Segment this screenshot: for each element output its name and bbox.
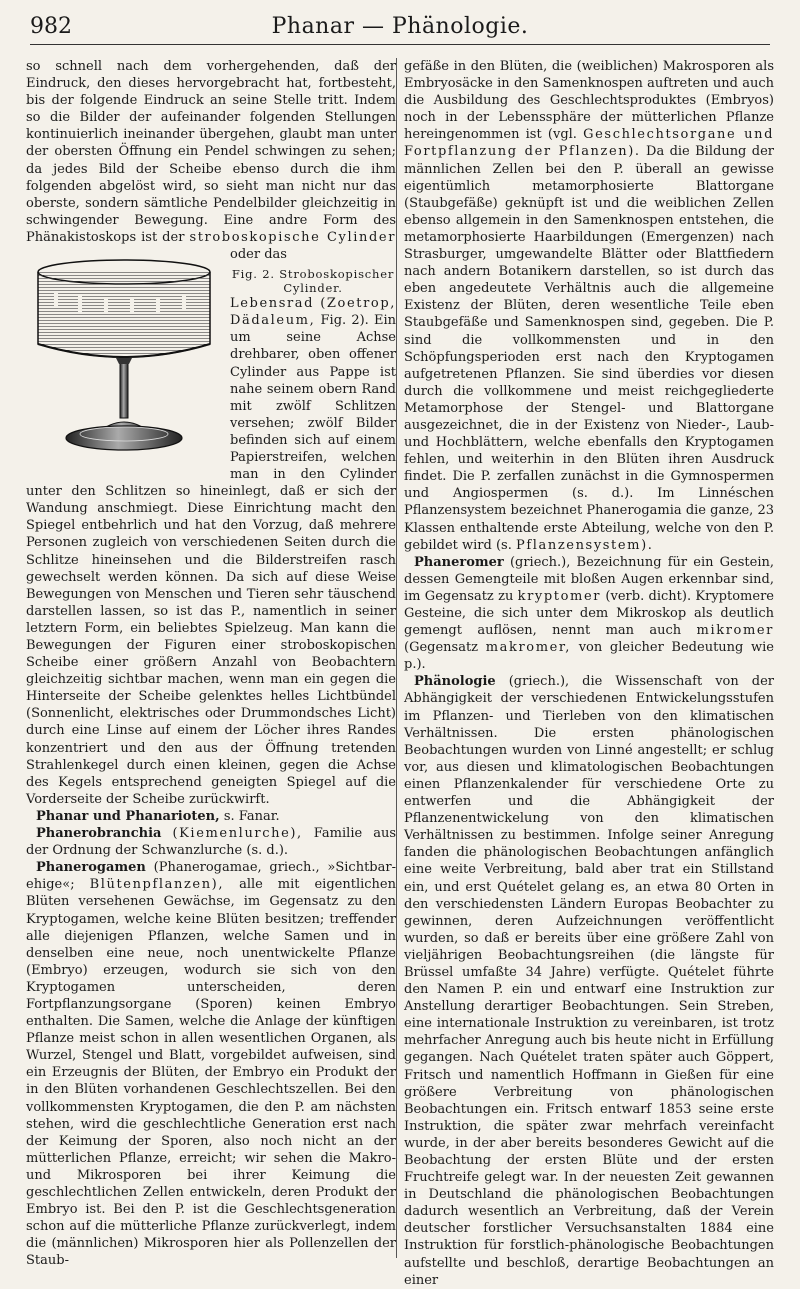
running-title: Phanar — Phänologie. — [271, 14, 529, 39]
text-run: gefäße in den Blüten, die (weiblichen) Makrosporen als Embryosäcke in den Samenknospen auftreten und auch die Ausbildung des Geschlechtsproduktes (Embryos) noch in der Lebenssphäre der mütterlichen Pflanze hereingenommen ist (vgl. — [404, 59, 774, 143]
spaced-term: (Kiemenlurche), — [172, 826, 303, 842]
entry-headword: Phaneromer — [414, 554, 504, 570]
figure — [26, 248, 222, 468]
text-run: so schnell nach dem vorhergehenden, daß der Eindruck, den dieses hervorgebracht hat, fortbesteht, bis der folgende Eindruck an seine Stelle tritt. Indem so die Bilder der aufeinander folgenden Stellungen kontinuierlich ineinander übergehen, glaubt man unter der obersten Öffnung ein Pendel schwingen zu sehen; da jedes Bild der Scheibe ebenso durch die ihm folgenden abgelöst wird, so sieht man nicht nur das oberste, sondern sämtliche Pendelbilder gleichzeitig in schwingender Bewegung. Eine andre Form des Phänakistoskops ist der — [26, 59, 396, 245]
text-run: oder das — [230, 247, 287, 263]
figure-caption: Fig. 2. Stroboskopischer Cylinder. — [231, 267, 395, 296]
text-run: (griech.), Bezeichnung für ein Gestein, dessen Gemengteile mit bloßen Augen erkennbar sind, im Gegensatz zu — [404, 554, 774, 604]
text-run: alle mit eigentlichen Blüten versehenen Gewächse, im Gegensatz zu den Kryptogamen, welche keine Blüten besitzen; treffender alle diejenigen Pflanzen, welche Samen und in denselben eine neue, noch unentwickelte Pflanze (Embryo) erzeugen, wodurch sie sich von den Kryptogamen unterscheiden, deren Fortpflanzungsorgane (Sporen) keinen Embryo enthalten. Die Samen, welche die Anlage der künftigen Pflanze meist schon in allen wesentlichen Organen, als Wurzel, Stengel und Blatt, vorgebildet aufweisen, sind ein Erzeugnis der Blüten, der Embryo ein Produkt der in den Blüten vorhandenen Geschlechtszellen. Bei den vollkommensten Kryptogamen, die den P. am nächsten stehen, wird die geschlechtliche Generation erst nach der Keimung der Sporen, also noch nicht an der mütterlichen Pflanze, erreicht; wir sehen die Makro- und Mikrosporen bei ihrer Keimung die geschlechtlichen Zellen entwickeln, deren Produkt der Embryo ist. Bei den P. ist die Geschlechtsgeneration schon auf die mütterliche Pflanze zurückverlegt, indem die (männlichen) Mikrosporen hier als Pollenzellen der Staub- — [26, 877, 396, 1269]
text-run: (griech.), die Wissenschaft von der Abhängigkeit der verschiedenen Entwickelungsstufen im Pflanzen- und Tierleben von den klimatischen Verhältnissen. Die ersten phänologischen Beobachtungen wurden von Linné angestellt; er schlug vor, aus diesen und klimatologischen Beobachtungen einen Pflanzenkalender für verschiedene Orte zu entwerfen und die Abhängigkeit der Pflanzenentwickelung von den klimatischen Verhältnissen zu bestimmen. Infolge seiner Anregung fanden die phänologischen Beobachtungen anfänglich eine weite Verbreitung, bald aber trat ein Stillstand ein, und erst Quételet gelang es, an etwa 80 Orten in den verschiedensten Ländern Europas Beobachter zu gewinnen, deren Aufzeichnungen veröffentlicht wurden, so daß er bereits über eine größere Zahl von vieljährigen Beobachtungsreihen (die längste für Brüssel umfaßte 34 Jahre) verfügte. Quételet führte den Namen P. ein und entwarf eine Instruktion zur Anstellung derartiger Beobachtungen. Sein Streben, eine internationale Instruktion zu vereinbaren, ist trotz mehrfacher Anregung auch bis heute nicht in Erfüllung gegangen. Nach Quételet traten später auch Göppert, Fritsch und namentlich Hoffmann in Gießen für eine größere Verbreitung von phänologischen Beobachtungen ein. Fritsch entwarf 1853 seine erste Instruktion, die später zwar mehrfach vereinfacht wurde, in der aber bereits besonderes Gewicht auf die Beobachtung der ersten Blüte und der ersten Fruchtreife gelegt war. In der neuesten Zeit gewannen in Deutschland die phänologischen Beobachtungen dadurch wesentlich an Verbreitung, daß der Verein deutscher forstlicher Versuchsanstalten 1884 eine Instruktion für forstlich-phänologische Beobachtungen aufstellte und beschloß, derartige Beobachtungen an einer — [404, 674, 775, 1288]
spaced-term: Geschlechtsorgane und Fortpflanzung der Pflanzen). — [404, 127, 774, 160]
spaced-term: Blütenpflanzen), — [89, 877, 225, 893]
spaced-term: mikromer — [696, 623, 774, 639]
text-run: s. Fanar. — [223, 808, 280, 824]
text-run: Fig. 2). Ein um seine Achse drehbarer, oben offener Cylinder aus Pappe ist nahe seinem obern Rand mit zwölf Schlitzen versehen; zwölf Bilder befinden sich auf einem Papierstreifen, welchen man in den Cylinder unter den Schlitzen so hineinlegt, daß er sich der Wandung anschmiegt. Diese Einrichtung macht den Spiegel entbehrlich und hat den Vorzug, daß mehrere Personen zugleich von verschiedenen Seiten durch die Schlitze hineinsehen und die Bilderstreifen rasch gewechselt werden können. Da sich auf diese Weise Bewegungen von Menschen und Tieren sehr täuschend darstellen lassen, so ist das P., namentlich in seiner letztern Form, ein beliebtes Spielzeug. Man kann die Bewegungen der Figuren einer stroboskopischen Scheibe einer größern Anzahl von Beobachtern gleichzeitig sichtbar machen, wenn man ein gegen die Hinterseite der Scheibe gelenktes helles Lichtbündel (Sonnenlicht, elektrisches oder Drummondsches Licht) durch eine Linse auf einem der Löcher ihres Randes konzentriert und den aus der Öffnung tretenden Strahlenkegel durch einen kleinen, gegen die Achse des Kegels entsprechend geneigten Spiegel auf die Vorderseite der Scheibe zurückwirft. — [26, 313, 396, 807]
text-run: (Phanerogamae, griech., »Sichtbar-ehige«; — [26, 860, 396, 893]
entry — [26, 808, 396, 825]
entry-headword: Phanerobranchia — [36, 826, 162, 842]
text-run: Familie aus der Ordnung der Schwanzlurche (s. d.). — [26, 826, 396, 859]
right-column — [404, 58, 775, 1288]
entry-headword: Phänologie — [414, 674, 496, 690]
text-run: (Gegensatz — [404, 640, 479, 656]
article-paragraph — [26, 58, 396, 263]
text-run: von gleicher Bedeutung wie p.). — [404, 640, 774, 673]
entry — [404, 673, 774, 1288]
spaced-term: makromer, — [485, 640, 572, 656]
entry-headword: Phanerogamen — [36, 860, 146, 876]
entry — [26, 825, 396, 859]
spaced-term: Pflanzensystem). — [516, 537, 654, 553]
page-number: 982 — [30, 14, 72, 39]
column-divider — [396, 58, 397, 1258]
stroboscopic-cylinder-illustration — [26, 248, 222, 468]
left-column — [26, 58, 397, 1269]
text-run: Da die Bildung der männlichen Zellen bei den P. überall an gewisse eigentümlich metamorphosierte Blattorgane (Staubgefäße) geknüpft ist und die weiblichen Zellen ebenso allgemein in den Samenknospen entstehen, die metamorphosierte Haarbildungen (Emergenzen) nach Strasburger, umgewandelte Blätter oder Blattfiedern nach andern Botanikern darstellen, so ist durch das eben angedeutete Verhältnis auch die allgemeine Existenz der Blüten, deren wesentliche Teile eben Staubgefäße und Samenknospen sind, gegeben. Die P. sind die vollkommensten und in den Schöpfungsperioden erst nach den Kryptogamen aufgetretenen Pflanzen. Sie sind überdies vor diesen durch die vollkommene und meist reichgegliederte Metamorphose der Stengel- und Blattorgane ausgezeichnet, die in der Existenz von Nieder-, Laub- und Hochblättern, welche ebenfalls den Kryptogamen fehlen, und weiterhin in den Blüten ihren Ausdruck findet. Die P. zerfallen zunächst in die Gymnospermen und Angiospermen (s. d.). Im Linnéschen Pflanzensystem bezeichnet Phanerogamia die ganze, 23 Klassen enthaltende erste Abteilung, welche von den P. gebildet wird (s. — [404, 144, 774, 553]
article-paragraph — [404, 58, 774, 554]
entry — [404, 554, 774, 674]
text-run: (verb. dicht). Kryptomere Gesteine, die sich unter dem Mikroskop als deutlich gemengt auflösen, nennt man auch — [404, 588, 774, 639]
spaced-term: kryptomer — [517, 588, 602, 604]
spaced-term: Lebensrad (Zoetrop, Dädaleum, — [230, 296, 396, 329]
entry — [26, 859, 396, 1269]
page-header — [30, 14, 770, 45]
spaced-term: stroboskopische Cylinder — [189, 229, 397, 245]
entry-headword: Phanar und Phanarioten, — [36, 808, 220, 824]
